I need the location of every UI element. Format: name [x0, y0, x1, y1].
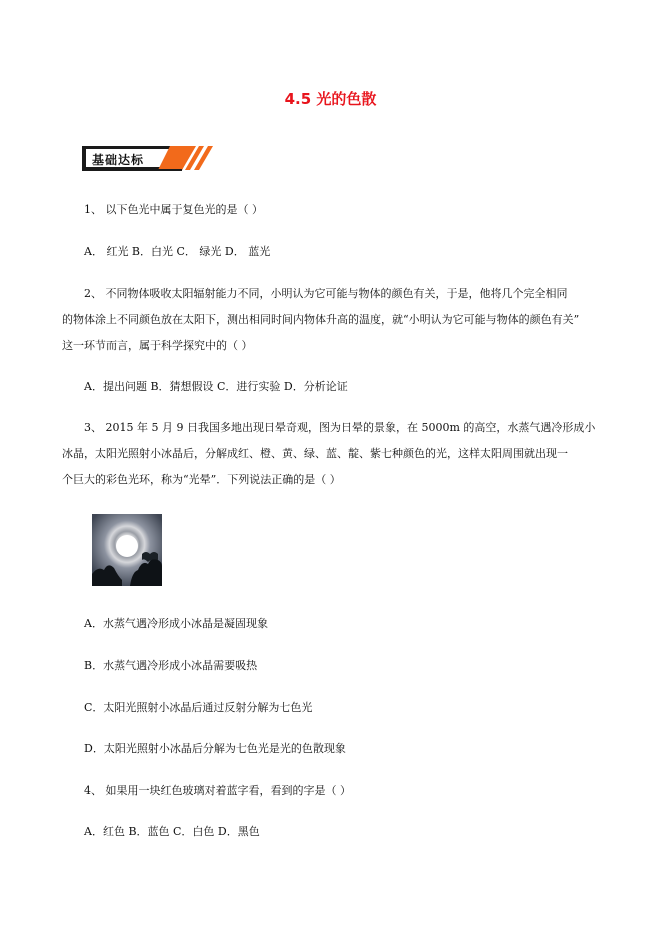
q3-option-b: B．水蒸气遇冷形成小冰晶需要吸热	[84, 659, 258, 672]
q2-stem-line1: 2、 不同物体吸收太阳辐射能力不同，小明认为它可能与物体的颜色有关，于是，他将几个完全相同	[84, 287, 568, 300]
sun-halo-photo	[92, 514, 162, 586]
q3-option-c: C．太阳光照射小冰晶后通过反射分解为七色光	[84, 701, 313, 714]
q1-stem: 1、 以下色光中属于复色光的是（ ）	[84, 203, 263, 216]
q1-options: A． 红光 B．白光 C． 绿光 D． 蓝光	[84, 245, 271, 258]
q4-options: A．红色 B．蓝色 C．白色 D．黑色	[84, 825, 260, 838]
q2-stem-line2: 的物体涂上不同颜色放在太阳下，测出相同时间内物体升高的温度，就“小明认为它可能与物体的颜色有关”	[62, 313, 580, 326]
q2-options: A．提出问题 B．猜想假设 C．进行实验 D．分析论证	[84, 380, 348, 393]
q2-stem-line3: 这一环节而言，属于科学探究中的（ ）	[62, 339, 253, 352]
page-title: 4.5 光的色散	[284, 90, 377, 108]
q3-stem-line1: 3、 2015 年 5 月 9 日我国多地出现日晕奇观，图为日晕的景象，在 5000m 的高空，水蒸气遇冷形成小	[84, 421, 596, 434]
q4-stem: 4、 如果用一块红色玻璃对着蓝字看，看到的字是（ ）	[84, 784, 351, 797]
q3-stem-line2: 冰晶，太阳光照射小冰晶后，分解成红、橙、黄、绿、蓝、靛、紫七种颜色的光，这样太阳周围就出现一	[62, 447, 568, 460]
q3-option-d: D．太阳光照射小冰晶后分解为七色光是光的色散现象	[84, 742, 346, 755]
q3-stem-line3: 个巨大的彩色光环，称为“光晕”．下列说法正确的是（ ）	[62, 473, 341, 486]
q3-option-a: A．水蒸气遇冷形成小冰晶是凝固现象	[84, 617, 268, 630]
section-label: 基础达标	[92, 153, 145, 167]
